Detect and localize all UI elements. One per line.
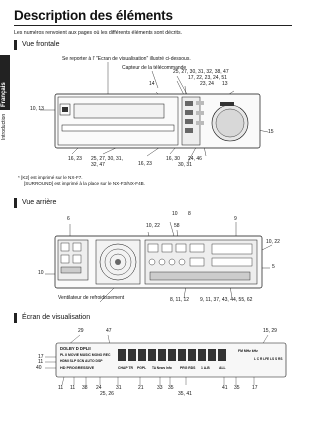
rear-callout: 10, 22	[146, 223, 160, 229]
indicator-prg: PRG RDS	[180, 366, 196, 370]
display-callout: 29	[78, 328, 84, 334]
rear-callout: 10	[38, 270, 44, 276]
section-label: Introduction	[1, 113, 7, 140]
screen-reference: Se reporter à l' "Ecran de visualisation" illustré ci-dessous.	[62, 56, 191, 62]
display-callout: 11	[58, 385, 64, 391]
display-callout: 41	[222, 385, 228, 391]
front-callout: 25, 27, 30, 31, 32, 38, 47	[173, 69, 229, 75]
front-callout: 13	[222, 81, 228, 87]
front-callout: 32, 47	[91, 162, 105, 168]
display-callout: 17	[38, 354, 44, 360]
front-callout: 17, 22, 23, 24, 51	[188, 75, 227, 81]
footnote: [SURROUND] est imprimé à la place sur le NX-F3/NX-F4B.	[24, 181, 145, 186]
rear-callout: 9, 11, 37, 43, 44, 55, 62	[200, 297, 253, 303]
front-callout: 15	[268, 129, 274, 135]
rear-callout: 10	[172, 211, 178, 217]
display-callout: 11	[38, 359, 44, 365]
display-callout: 33	[157, 385, 163, 391]
display-callout: 31	[116, 385, 122, 391]
indicator-all: ALL	[219, 366, 226, 370]
section-heading-display: Écran de visualisation	[22, 314, 91, 321]
indicator-chap: CHAP TR	[118, 366, 134, 370]
section-heading-front: Vue frontale	[22, 41, 60, 48]
intro-text: Les numéros renvoient aux pages où les différents éléments sont décrits.	[14, 30, 183, 36]
display-callout: 25, 26	[100, 391, 114, 397]
display-callout: 35	[234, 385, 240, 391]
front-callout: 23, 24	[200, 81, 214, 87]
indicator-ta: TA News Info	[152, 366, 172, 370]
rear-callout: 9	[234, 216, 237, 222]
section-heading-rear: Vue arrière	[22, 199, 57, 206]
rear-callout: 5	[272, 264, 275, 270]
rear-callout: 8, 11, 12	[170, 297, 190, 303]
indicator-pgpl: PGPL	[137, 366, 147, 370]
indicator-hdmi: HDMI SLP SCN AUTO DSP	[60, 359, 103, 363]
rear-callout: 10, 22	[266, 239, 280, 245]
display-callout: 24	[96, 385, 102, 391]
front-callout: 25, 27, 30, 31,	[91, 156, 123, 162]
indicator-repeat: 1 A-B	[201, 366, 210, 370]
indicator-hd-progressive: HD PROGRESSIVE	[60, 366, 95, 370]
rear-callout: 6	[67, 216, 70, 222]
indicator-channels: L C R LFE LS S RS	[254, 357, 283, 361]
display-callout: 35	[168, 385, 174, 391]
display-callout: 15, 29	[263, 328, 277, 334]
front-callout: 30, 31	[178, 162, 192, 168]
rear-callout: 8	[188, 211, 191, 217]
front-callout: 16, 23	[138, 161, 152, 167]
display-callout: 35, 41	[178, 391, 192, 397]
fan-label: Ventilateur de refroidissement	[58, 295, 125, 301]
page-title: Description des éléments	[14, 8, 173, 23]
front-callout: 16, 23	[68, 156, 82, 162]
indicator-plii: PL II MOVIE MUSIC MONO REC	[60, 353, 111, 357]
display-callout: 38	[82, 385, 88, 391]
display-callout: 40	[36, 365, 42, 371]
front-callout: 16, 30	[166, 156, 180, 162]
front-callout: 24, 46	[188, 156, 202, 162]
display-callout: 17	[252, 385, 258, 391]
display-callout: 47	[106, 328, 112, 334]
footnote: * [K2] est imprimé sur le NX-F7.	[18, 175, 83, 180]
language-label: Français	[1, 82, 7, 107]
display-callout: 11	[70, 385, 76, 391]
front-callout: 14	[149, 81, 155, 87]
indicator-tuner: FM MHz kHz	[238, 349, 258, 353]
indicator-dolby: DOLBY D DPLII	[60, 346, 91, 351]
display-callout: 21	[138, 385, 144, 391]
front-callout: 10, 13	[30, 106, 44, 112]
rear-callout: 58	[174, 223, 180, 229]
remote-sensor-label: Capteur de la télécommande	[122, 65, 187, 71]
